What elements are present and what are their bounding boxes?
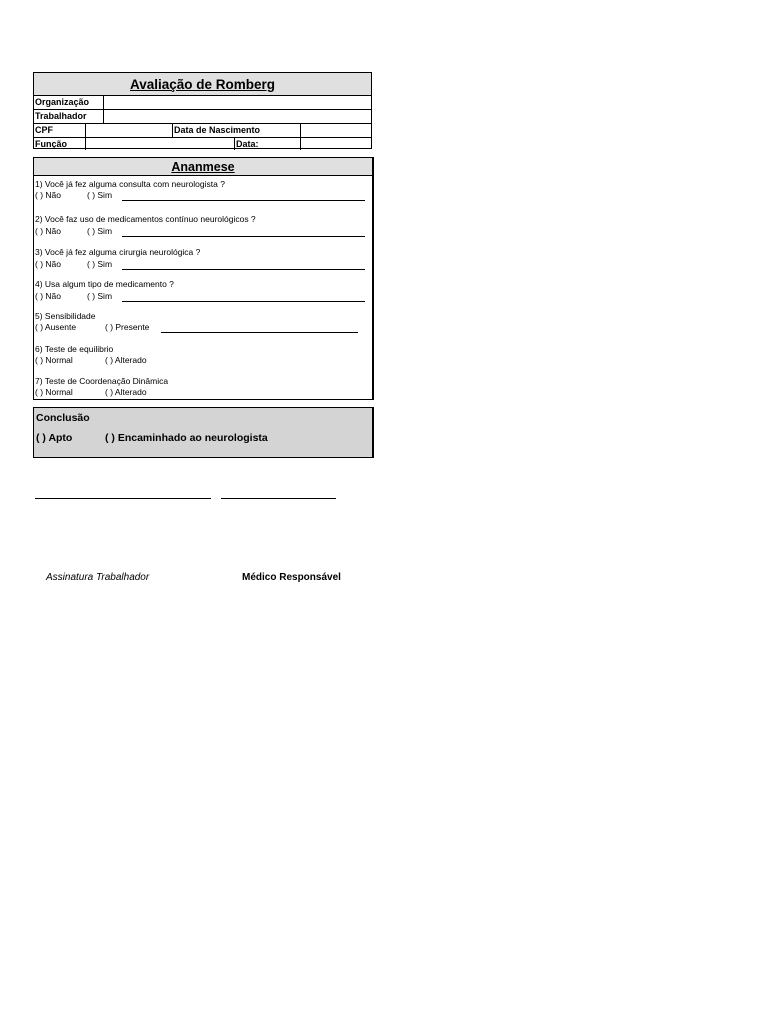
q3-answer-line[interactable] bbox=[122, 269, 365, 270]
conclusao-option-apto[interactable]: ( ) Apto bbox=[36, 432, 73, 444]
anamnese-section bbox=[33, 157, 374, 400]
row-funcao bbox=[34, 138, 371, 150]
funcao-label: Função bbox=[35, 139, 68, 149]
q3-option-nao[interactable]: ( ) Não bbox=[35, 259, 61, 269]
question-5: 5) Sensibilidade bbox=[35, 311, 96, 321]
conclusao-title: Conclusão bbox=[36, 412, 90, 424]
conclusao-section bbox=[33, 407, 374, 458]
q7-option-alterado[interactable]: ( ) Alterado bbox=[105, 387, 147, 397]
q5-answer-line[interactable] bbox=[161, 332, 358, 333]
question-7: 7) Teste de Coordenação Dinâmica bbox=[35, 376, 169, 386]
q7-option-normal[interactable]: ( ) Normal bbox=[35, 387, 73, 397]
q4-option-nao[interactable]: ( ) Não bbox=[35, 291, 61, 301]
question-1: 1) Você já fez alguma consulta com neurologista ? bbox=[35, 179, 225, 189]
data-nascimento-label: Data de Nascimento bbox=[174, 125, 261, 135]
row-organizacao bbox=[34, 96, 371, 110]
funcao-field[interactable] bbox=[86, 138, 234, 150]
anamnese-title: Ananmese bbox=[34, 158, 372, 176]
worker-signature-line[interactable] bbox=[35, 498, 211, 499]
doctor-signature-label: Médico Responsável bbox=[242, 572, 341, 583]
question-3: 3) Você já fez alguma cirurgia neurológica ? bbox=[35, 247, 201, 257]
question-2: 2) Você faz uso de medicamentos contínuo neurológicos ? bbox=[35, 214, 256, 224]
cpf-label: CPF bbox=[35, 125, 53, 135]
organizacao-label: Organização bbox=[35, 97, 90, 107]
cpf-field[interactable] bbox=[86, 124, 172, 137]
q6-option-alterado[interactable]: ( ) Alterado bbox=[105, 355, 147, 365]
q1-option-sim[interactable]: ( ) Sim bbox=[87, 190, 113, 200]
q5-option-presente[interactable]: ( ) Presente bbox=[105, 322, 150, 332]
conclusao-option-encaminhado[interactable]: ( ) Encaminhado ao neurologista bbox=[105, 432, 268, 444]
q6-option-normal[interactable]: ( ) Normal bbox=[35, 355, 73, 365]
organizacao-field[interactable] bbox=[104, 96, 372, 109]
question-4: 4) Usa algum tipo de medicamento ? bbox=[35, 279, 174, 289]
q5-option-ausente[interactable]: ( ) Ausente bbox=[35, 322, 77, 332]
trabalhador-field[interactable] bbox=[104, 110, 372, 123]
identification-table bbox=[33, 72, 372, 149]
data-field[interactable] bbox=[301, 138, 372, 150]
q4-option-sim[interactable]: ( ) Sim bbox=[87, 291, 113, 301]
data-label: Data: bbox=[236, 139, 259, 149]
q1-answer-line[interactable] bbox=[122, 200, 365, 201]
q2-answer-line[interactable] bbox=[122, 236, 365, 237]
row-trabalhador bbox=[34, 110, 371, 124]
q2-option-sim[interactable]: ( ) Sim bbox=[87, 226, 113, 236]
data-nascimento-field[interactable] bbox=[301, 124, 372, 137]
doctor-signature-line[interactable] bbox=[221, 498, 336, 499]
q4-answer-line[interactable] bbox=[122, 301, 365, 302]
q2-option-nao[interactable]: ( ) Não bbox=[35, 226, 61, 236]
trabalhador-label: Trabalhador bbox=[35, 111, 87, 121]
worker-signature-label: Assinatura Trabalhador bbox=[46, 572, 150, 583]
row-cpf bbox=[34, 124, 371, 138]
q1-option-nao[interactable]: ( ) Não bbox=[35, 190, 61, 200]
question-6: 6) Teste de equilibrio bbox=[35, 344, 114, 354]
form-title: Avaliação de Romberg bbox=[34, 73, 371, 96]
q3-option-sim[interactable]: ( ) Sim bbox=[87, 259, 113, 269]
